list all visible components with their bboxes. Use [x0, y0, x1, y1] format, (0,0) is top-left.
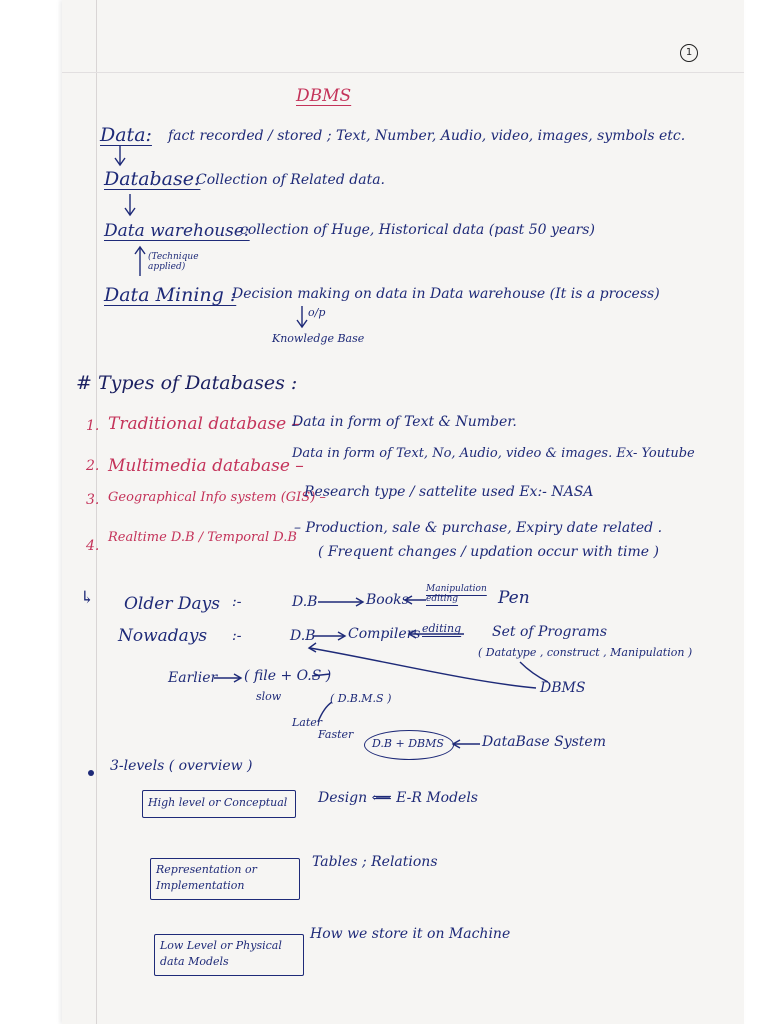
- term-data-mining: Data Mining :: [104, 284, 237, 306]
- db-plus-dbms-label: D.B + DBMS: [372, 737, 444, 750]
- level-1-desc: Design ⟸ E-R Models: [318, 790, 478, 806]
- arrow-earlier-file: [214, 674, 241, 682]
- curve-dbms-to-db: [309, 643, 536, 688]
- level-1-box-label: High level or Conceptual: [148, 796, 288, 809]
- level-3-box-label: Low Level or Physical data Models: [160, 939, 282, 968]
- level-2-desc: Tables ; Relations: [312, 854, 438, 870]
- term-database: Database:: [104, 168, 201, 190]
- set-of-programs-label: Set of Programs: [492, 624, 608, 640]
- arrow-system-to-oval: [453, 740, 480, 748]
- down-arrow-database-warehouse: [125, 194, 135, 215]
- older-days-colon: :-: [232, 594, 242, 610]
- older-db: D.B: [292, 594, 318, 610]
- page-number: 1: [680, 44, 698, 62]
- type-4-desc: – Production, sale & purchase, Expiry date related .: [294, 520, 663, 536]
- knowledge-base-label: Knowledge Base: [272, 332, 365, 345]
- arrow-db-compilers: [314, 632, 345, 640]
- definition-data-warehouse: collection of Huge, Historical data (past 50 years): [240, 222, 595, 238]
- curve-programs-to-dbms: [520, 662, 548, 682]
- type-3-number: 3.: [86, 492, 100, 508]
- level-3-desc: How we store it on Machine: [310, 926, 511, 942]
- dbms-paren-label: ( D.B.M.S ): [330, 692, 392, 705]
- type-4-name: Realtime D.B / Temporal D.B: [108, 530, 297, 545]
- arrow-file-db: [312, 674, 330, 676]
- return-arrow-icon: ↳: [80, 588, 95, 608]
- level-2-box-label: Representation or Implementation: [156, 863, 257, 892]
- manipulation-editing-label: Manipulation editing: [426, 584, 487, 604]
- down-arrow-data-database: [115, 146, 125, 165]
- database-system-label: DataBase System: [482, 734, 606, 750]
- pen-label: Pen: [498, 588, 530, 608]
- type-3-desc: Research type / sattelite used Ex:- NASA: [304, 484, 594, 500]
- compilers-label: Compilers: [348, 626, 421, 642]
- page-title: DBMS: [296, 86, 352, 106]
- programs-detail: ( Datatype , construct , Manipulation ): [478, 646, 693, 659]
- definition-database: Collection of Related data.: [196, 172, 385, 188]
- slow-label: slow: [256, 690, 282, 703]
- definition-data-mining: Decision making on data in Data warehouse (It is a process): [232, 286, 660, 302]
- type-1-name: Traditional database –: [108, 414, 301, 434]
- type-3-name: Geographical Info system (GIS) –: [108, 490, 326, 505]
- older-days-label: Older Days: [124, 594, 220, 614]
- types-heading: # Types of Databases :: [76, 372, 298, 394]
- type-1-desc: Data in form of Text & Number.: [292, 414, 517, 430]
- down-arrow-knowledge-base: [297, 306, 307, 327]
- nowadays-label: Nowadays: [118, 626, 208, 646]
- nowadays-colon: :-: [232, 628, 242, 644]
- file-os-label: ( file + O.S ): [244, 668, 332, 684]
- type-4-number: 4.: [86, 538, 100, 554]
- type-2-name: Multimedia database –: [108, 456, 304, 476]
- levels-heading: 3-levels ( overview ): [110, 758, 253, 774]
- faster-label: Faster: [318, 728, 354, 741]
- now-db: D.B: [290, 628, 316, 644]
- type-1-number: 1.: [86, 418, 100, 434]
- type-4-note: ( Frequent changes / updation occur with time ): [318, 544, 659, 560]
- later-label: Later: [292, 716, 323, 729]
- op-label: o/p: [308, 306, 326, 319]
- editing-label: editing: [422, 622, 462, 635]
- arrow-db-books: [318, 598, 363, 606]
- dbms-label: DBMS: [540, 680, 586, 696]
- up-arrow-technique: [135, 247, 145, 276]
- type-2-number: 2.: [86, 458, 100, 474]
- technique-note: (Technique applied): [148, 252, 199, 272]
- arrow-pen-books: [405, 596, 426, 604]
- arrow-programs-compilers: [409, 630, 464, 638]
- term-data: Data:: [100, 124, 152, 146]
- older-books: Books: [366, 592, 409, 608]
- arrow-later-dbms: [318, 702, 332, 722]
- term-data-warehouse: Data warehouse:: [104, 221, 250, 241]
- type-2-desc: Data in form of Text, No, Audio, video & images. Ex- Youtube: [292, 446, 695, 461]
- earlier-label: Earlier: [168, 670, 218, 686]
- definition-data: fact recorded / stored ; Text, Number, Audio, video, images, symbols etc.: [168, 128, 686, 144]
